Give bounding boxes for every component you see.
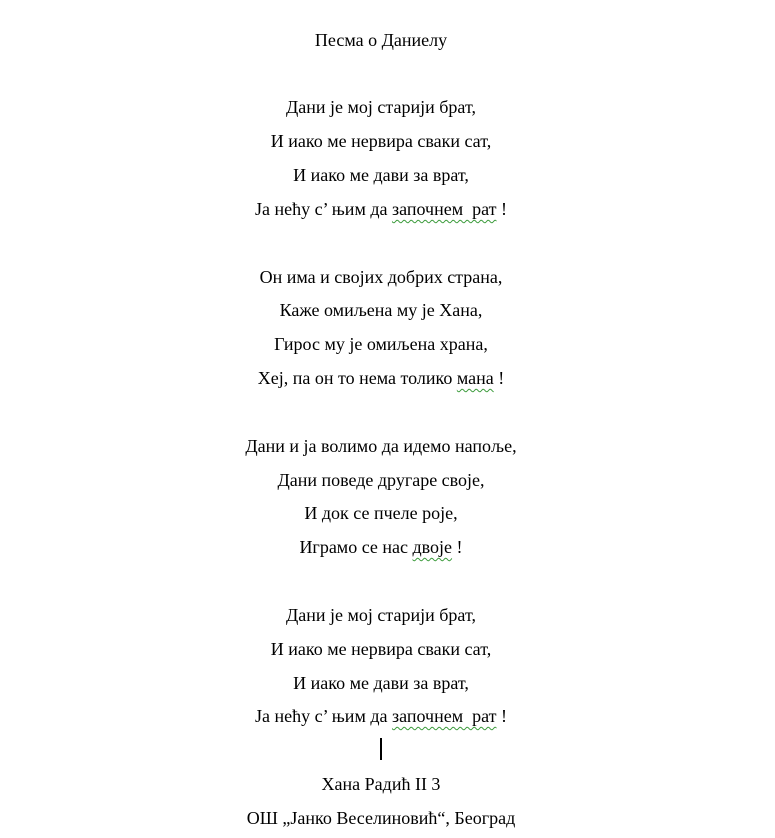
line-text: Хеј, па он то нема толико: [257, 368, 457, 388]
poem-line: [0, 366, 762, 390]
poem-line: Гирос му је омиљена храна,: [274, 334, 488, 354]
line-text: Играмо се нас: [299, 537, 413, 557]
line-text: !: [496, 706, 507, 726]
poem-line: Каже омиљена му је Хана,: [279, 300, 483, 320]
poem-line: И иако ме нервира сваки сат,: [270, 639, 492, 659]
poem-line: И иако ме нервира сваки сат,: [270, 131, 492, 151]
school-line: ОШ „Јанко Веселиновић“, Београд: [246, 808, 516, 828]
poem-line: Он има и својих добрих страна,: [259, 267, 503, 287]
poem-line: Дани је мој старији брат,: [286, 97, 476, 117]
poem-line: Дани поведе другаре своје,: [277, 470, 485, 490]
poem-line: [0, 535, 762, 559]
poem-line: [0, 704, 762, 728]
poem-line: И иако ме дави за врат,: [293, 165, 469, 185]
spellcheck-marked-word[interactable]: двоје: [412, 537, 453, 557]
poem-line: Дани је мој старији брат,: [286, 605, 476, 625]
line-text: !: [493, 368, 505, 388]
spellcheck-marked-word[interactable]: започнем рат: [391, 199, 497, 219]
line-text: !: [452, 537, 463, 557]
poem-title: Песма о Даниелу: [314, 30, 448, 50]
spellcheck-marked-word[interactable]: мана: [456, 368, 494, 388]
poem-line: И иако ме дави за врат,: [293, 673, 469, 693]
author-line: Хана Радић II 3: [321, 774, 441, 794]
spellcheck-marked-word[interactable]: започнем рат: [391, 706, 497, 726]
poem-line: Дани и ја волимо да идемо напоље,: [245, 436, 517, 456]
text-cursor: [380, 738, 382, 760]
line-text: !: [496, 199, 507, 219]
line-text: Ја нећу с’ њим да: [255, 706, 392, 726]
line-text: Ја нећу с’ њим да: [255, 199, 392, 219]
poem-line: И док се пчеле роје,: [304, 503, 458, 523]
poem-line: [0, 197, 762, 221]
